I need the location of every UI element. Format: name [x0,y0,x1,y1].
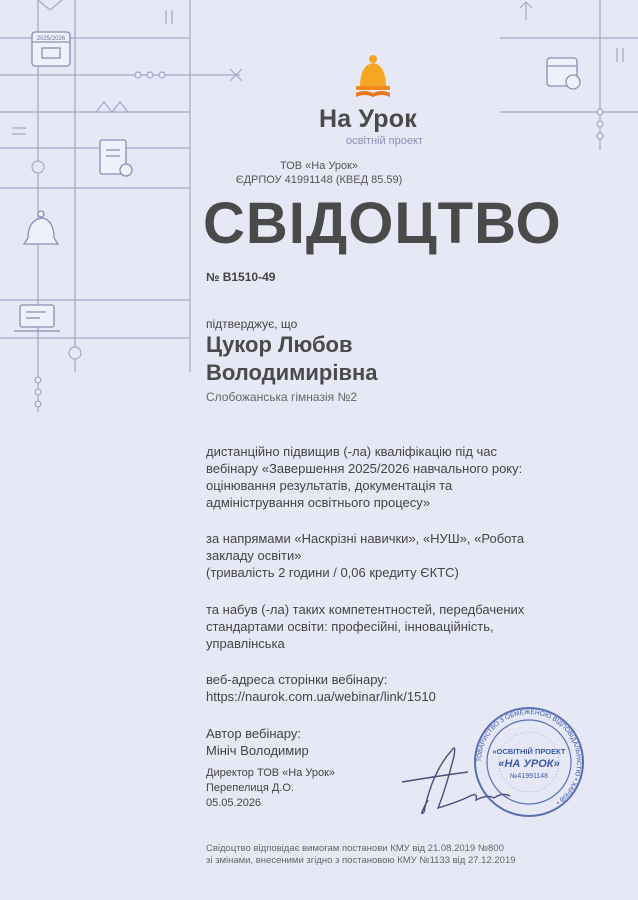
author-name: Мініч Володимир [206,743,309,758]
paragraph-qualification [206,443,586,511]
webinar-link[interactable]: https://naurok.com.ua/webinar/link/1510 [206,689,436,704]
paragraph-competencies [206,601,586,652]
text-line: закладу освіти» [206,548,302,563]
director-block [206,766,335,811]
text-line: управлінська [206,636,285,651]
logo-name: На Урок [319,105,417,133]
text-line: адміністрування освітнього процесу» [206,495,431,510]
text-line: стандартами освіти: професійні, інноваційність, [206,619,494,634]
company-registry: ЄДРПОУ 41991148 (КВЕД 85.59) [235,174,403,186]
stamp-top-text: «ОСВІТНІЙ ПРОЕКТ [492,747,566,756]
recipient-name [206,331,378,387]
company-info [0,159,638,187]
text-line: веб-адреса сторінки вебінару: [206,672,388,687]
confirms-label: підтверджує, що [206,317,298,331]
issue-date: 05.05.2026 [206,797,262,809]
paragraph-directions [206,530,586,581]
laptop-icon [14,305,60,331]
text-line: (тривалість 2 години / 0,06 кредиту ЄКТС) [206,565,459,580]
stamp-code-text: №41991148 [509,773,549,780]
stamp-ring-text: ТОВАРИСТВО З ОБМЕЖЕНОЮ ВІДПОВІДАЛЬНІСТЮ • ХАРКІВ • [475,708,583,806]
director-name: Перепелиця Д.О. [206,782,294,794]
text-line: Автор вебінару: [206,726,301,741]
text-line: дистанційно підвищив (-ла) кваліфікацію під час [206,444,498,459]
certificate-title: СВІДОЦТВО [203,191,562,256]
calendar-year-text: 2025/2026 [36,36,66,42]
text-line: вебінару «Завершення 2025/2026 навчального року: [206,461,523,476]
recipient-school: Слобожанська гімназія №2 [206,390,357,404]
company-name: ТОВ «На Урок» [279,160,359,172]
certificate-number: № B1510-49 [206,270,276,284]
stamp-main-text: «НА УРОК» [498,758,560,770]
recipient-name-line1: Цукор Любов [206,332,353,357]
text-line: оцінювання результатів, документація та [206,478,453,493]
calendar-gear-icon [547,58,580,89]
na-urok-bell-logo-icon [352,53,396,103]
footer-line: Свідоцтво відповідає вимогам постанови КМУ від 21.08.2019 №800 [206,843,504,854]
text-line: за напрямами «Наскрізні навички», «НУШ», «Робота [206,531,525,546]
recipient-name-line2: Володимирівна [206,360,378,385]
paragraph-webinar-url [206,671,586,705]
bell-outline-icon [24,211,58,244]
director-title: Директор ТОВ «На Урок» [206,767,336,779]
text-line: та набув (-ла) таких компетентностей, передбачених [206,602,525,617]
logo-subtitle: освітній проект [346,135,423,147]
company-stamp [468,706,590,818]
legal-footer [206,843,606,867]
footer-line: зі змінами, внесеними згідно з постановою КМУ №1133 від 27.12.2019 [206,855,516,866]
